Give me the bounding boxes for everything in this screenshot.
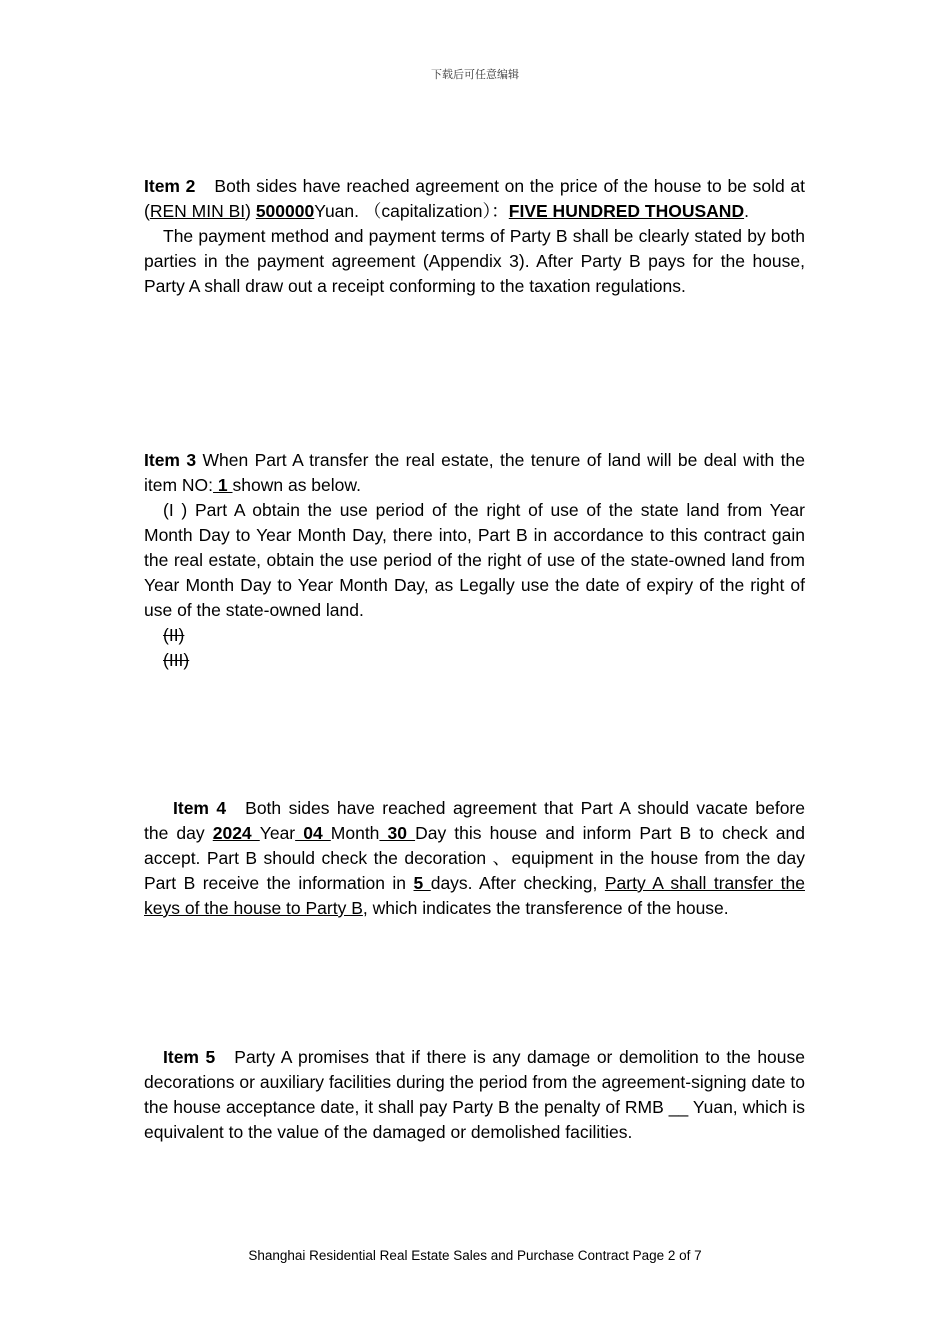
land-option-1: (I ) Part A obtain the use period of the right of use of the state land from Year Month Day to Year Month Day, there into, Part B in accordance to this contract gain the real estate, obtain the use period of the right of use of the state-owned land from Year Month Day to Year Month Day, as Legally use the date of expiry of the right of use of the state-owned land. (144, 500, 805, 620)
item-2-paragraph (144, 174, 805, 224)
vacate-year: 2024 (212, 823, 260, 843)
item-5-label: Item 5 (163, 1047, 216, 1067)
item-4-text: Day this house and inform Part B to check and accept. Part B should check the decoration 、equipment in the house from the day Part B receive the information in (144, 823, 806, 893)
land-option-2 (144, 623, 805, 648)
item-3-label: Item 3 (144, 450, 197, 470)
item-3-paragraph (144, 448, 805, 498)
vacate-month: 04 (295, 823, 331, 843)
page-footer: Shanghai Residential Real Estate Sales and Purchase Contract Page 2 of 7 (248, 1248, 702, 1263)
land-option-3-text: (III) (163, 650, 190, 670)
item-3-section (144, 448, 805, 673)
page-header: 下载后可任意编辑 (431, 68, 519, 81)
item-2-text: . (744, 201, 749, 221)
land-option-3 (144, 648, 805, 673)
item-4-text: Both sides have reached agreement that Part A should vacate before the day (144, 798, 805, 843)
item-2-text: Yuan. （capitalization）： (314, 201, 509, 221)
item-5-section (144, 1045, 805, 1145)
item-4-label: Item 4 (173, 798, 227, 818)
item-2-text: Both sides have reached agreement on the price of the house to be sold at ( (144, 176, 806, 221)
item-3-text: When Part A transfer the real estate, the tenure of land will be deal with the item NO: (144, 450, 805, 495)
item-3-text: shown as below. (232, 475, 361, 495)
item-4-text: days. After checking, (430, 873, 605, 893)
month-label: Month (330, 823, 380, 843)
item-4-paragraph (144, 796, 805, 921)
item-number-value: 1 (213, 475, 233, 495)
price-amount: 500000 (255, 201, 315, 221)
item-4-text: , which indicates the transference of the house. (362, 898, 729, 918)
item-5-text: Party A promises that if there is any damage or demolition to the house decorations or auxiliary facilities during the period from the agreement-signing date to the house acceptance date, it shall pay Party B the penalty of RMB __ Yuan, which is equivalent to the value of the damaged or demolished facilities. (144, 1047, 805, 1142)
item-5-paragraph (144, 1045, 805, 1145)
vacate-day: 30 (379, 823, 416, 843)
keys-transfer-clause: Party A shall transfer the keys of the house to Party B (144, 873, 805, 918)
land-option-2-text: (II) (163, 625, 185, 645)
inspection-days: 5 (413, 873, 431, 893)
item-4-section (144, 796, 805, 921)
item-2-text: ) (245, 201, 256, 221)
price-in-words: FIVE HUNDRED THOUSAND (508, 201, 745, 221)
item-2-section (144, 174, 805, 299)
year-label: Year (259, 823, 296, 843)
item-2-label: Item 2 (144, 176, 196, 196)
payment-terms-paragraph: The payment method and payment terms of Party B shall be clearly stated by both parties in the payment agreement (Appendix 3). After Party B pays for the house, Party A shall draw out a receipt conforming to the taxation regulations. (144, 226, 805, 296)
currency-name: REN MIN BI (149, 201, 246, 221)
